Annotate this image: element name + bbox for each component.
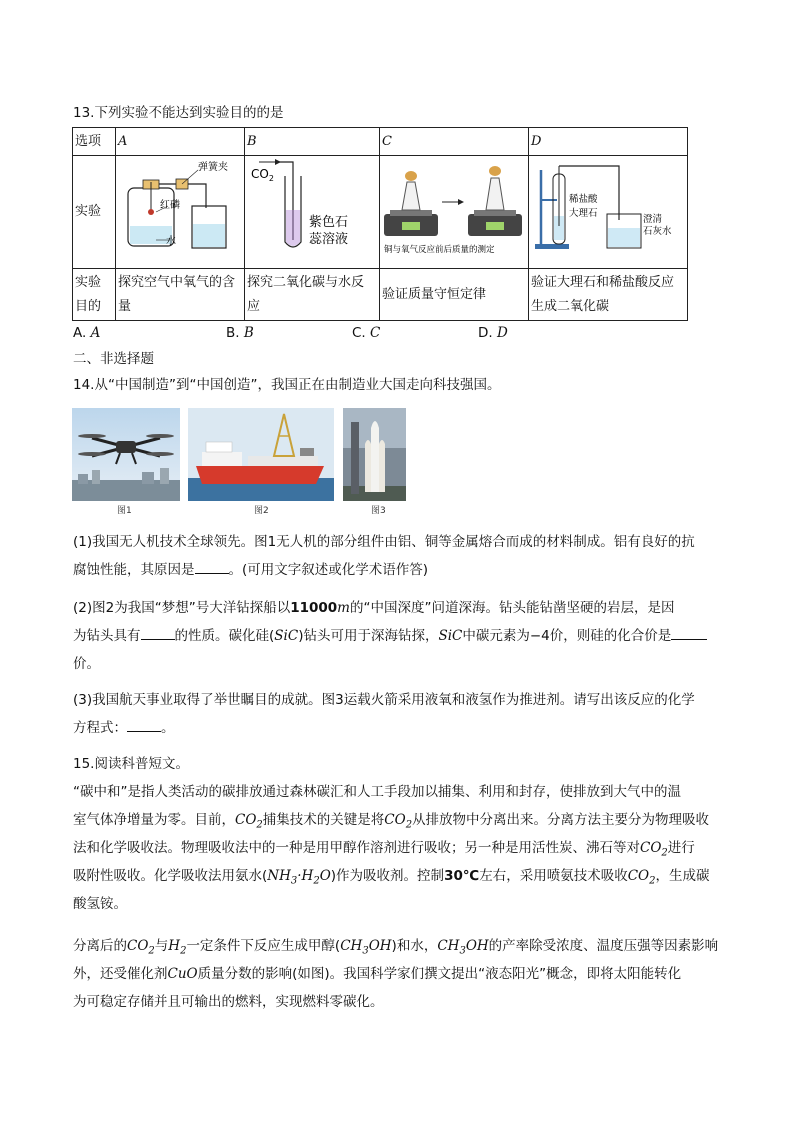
air-oxygen-apparatus [116,156,240,260]
answer-blank[interactable] [127,717,161,732]
q13-stem: 13.下列实验不能达到实验目的的是 [73,105,284,121]
label-co2: $CO_2$ [251,167,274,183]
q15-line7: 外，还受催化剂CuO质量分数的影响(如图)。我国科学家们撰文提出“液态阳光”概念，即将太阳能转化 [73,966,682,982]
co2-litmus-apparatus [245,156,375,260]
row-label-goal: 实验 目的 [73,269,116,321]
q15-line6: 分离后的$CO_2$与$H_2$一定条件下反应生成甲醇$(CH_3OH)$和水，$CH_3OH$的产率除受浓度、温度压强等因素影响 [73,938,719,957]
header-d: D [529,128,688,156]
option-a[interactable]: A. A [73,325,101,341]
row-label-experiment: 实验 [73,156,116,269]
label-spring-clip: 弹簧夹 [198,162,228,173]
q15-line4: 吸附性吸收。化学吸收法用氨水$(NH_3\cdot H_2O)$作为吸收剂。控制30℃左右，采用喷氨技术吸收$CO_2$，生成碳 [73,868,710,887]
diagram-b [245,156,380,269]
answer-blank[interactable] [141,625,175,640]
figure-3-caption: 图3 [371,506,386,516]
label-limewater-1: 澄清 [643,214,663,225]
option-b[interactable]: B. B [226,325,254,341]
diagram-d [529,156,688,269]
goal-a: 探究空气中氧气的含 量 [116,269,245,321]
q15-line2: 室气体净增量为零。目前，$CO_2$捕集技术的关键是将$CO_2$从排放物中分离出来。分离方法主要分为物理吸收 [73,812,710,831]
label-limewater-2: 石灰水 [643,226,672,237]
label-litmus-2: 蕊溶液 [309,232,349,247]
q14-part2-line1: (2)图2为我国“梦想”号大洋钻探船以11000m的“中国深度”问道深海。钻头能钻凿坚硬的岩层，是因 [73,600,675,616]
figure-2-drilling-ship [188,408,334,501]
goal-b: 探究二氧化碳与水反 应 [245,269,380,321]
figure-3-rocket [343,408,406,501]
label-litmus-1: 紫色石 [309,215,349,230]
q15-line3: 法和化学吸收法。物理吸收法中的一种是用甲醇作溶剂进行吸收；另一种是用活性炭、沸石等对$CO_2$进行 [73,840,695,859]
option-d[interactable]: D. D [478,325,508,341]
q14-part1-line2: 腐蚀性能，其原因是 。(可用文字叙述或化学术语作答) [73,556,428,584]
q14-stem: 14.从“中国制造”到“中国创造”，我国正在由制造业大国走向科技强国。 [73,377,501,393]
diagram-c [380,156,529,269]
figure-1-caption: 图1 [117,506,132,516]
header-option: 选项 [73,128,116,156]
q14-part3-line1: (3)我国航天事业取得了举世瞩目的成就。图3运载火箭采用液氧和液氢作为推进剂。请写出该反应的化学 [73,692,695,708]
figure-1-drone [72,408,180,501]
mass-conservation-apparatus [380,156,524,260]
q14-part2-line3: 价。 [73,656,100,672]
answer-blank[interactable] [671,625,707,640]
q15-line5: 酸氢铵。 [73,896,127,912]
header-a: A [116,128,245,156]
label-water: 水 [166,236,176,247]
label-red-phosphorus: 红磷 [160,200,180,211]
diagram-a [116,156,245,269]
q14-part3-line2: 方程式： 。 [73,714,175,742]
q15-stem: 15.阅读科普短文。 [73,756,189,772]
figure-2-caption: 图2 [254,506,269,516]
section-heading: 二、非选择题 [73,351,154,367]
header-b: B [245,128,380,156]
goal-c: 验证质量守恒定律 [380,269,529,321]
q13-table [72,127,688,321]
header-c: C [380,128,529,156]
option-c[interactable]: C. C [352,325,381,341]
q14-part2-line2: 为钻头具有 的性质。碳化硅(SiC)钻头可用于深海钻探，SiC中碳元素为−4价，则硅的化合价是 [73,622,707,650]
caption-copper-oxygen: 铜与氧气反应前后质量的测定 [384,245,495,255]
label-dilute-hcl: 稀盐酸 [569,194,598,205]
q15-line8: 为可稳定存储并且可输出的燃料，实现燃料零碳化。 [73,994,384,1010]
label-marble: 大理石 [569,208,598,219]
q15-line1: “碳中和”是指人类活动的碳排放通过森林碳汇和人工手段加以捕集、利用和封存，使排放到大气中的温 [73,784,681,800]
marble-acid-apparatus [529,156,683,260]
goal-d: 验证大理石和稀盐酸反应 生成二氧化碳 [529,269,688,321]
q14-part1-line1: (1)我国无人机技术全球领先。图1无人机的部分组件由铝、铜等金属熔合而成的材料制成。铝有良好的抗 [73,534,695,550]
answer-blank[interactable] [195,559,229,574]
